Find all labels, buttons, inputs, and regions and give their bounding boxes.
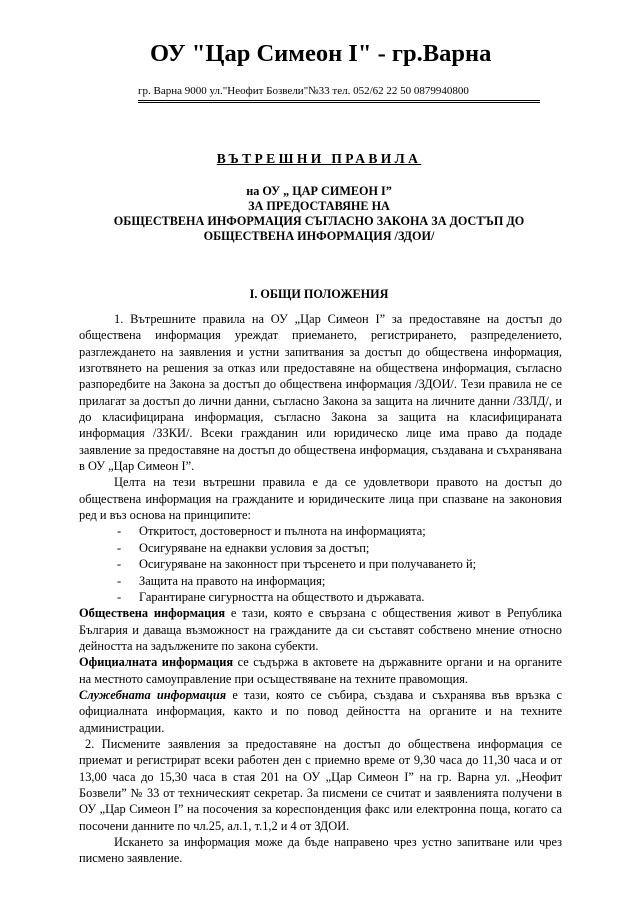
paragraph-1: 1. Вътрешните правила на ОУ „Цар Симеон I” за предоставяне на достъп до обществена информация уреждат приемането, регистрирането, разпределението, разглеждането на заявления и устни запитвания за достъп до обществена информация, изготвянето на решения за отказ или предоставяне на обществена информация, съгласно разпоредбите на Закона за достъп до обществена информация /ЗДОИ/. Тези правила не се прилагат за достъп до лични данни, съгласно Закона за защита на личните данни /ЗЗЛД/, и до класифицирана информация, съгласно Закона за защита на класифицираната информация /ЗЗКИ/. Всеки гражданин или юридическо лице има право да подаде заявление за предоставяне на достъп до обществена информация, създавана и съхранявана в ОУ „Цар Симеон I”. bbox=[79, 312, 562, 474]
definition-public-info: Обществена информация е тази, която е свързана с обществения живот в Република България и даваща възможност на гражданите да си съставят собствено мнение относно дейността на задължените по закона субекти. bbox=[79, 606, 562, 653]
paragraph-4: Искането за информация може да бъде направено чрез устно запитване или чрез писмено заявление. bbox=[79, 835, 562, 866]
school-address: гр. Варна 9000 ул."Неофит Бозвели"№33 тел. 052/62 22 50 0879940800 bbox=[138, 85, 469, 97]
definition-service-info: Служебната информация е тази, която се събира, създава и съхранява във връзка с официалната информация, както и по повод дейността на органите и на техните администрации. bbox=[79, 687, 562, 735]
subtitle-line-2: ЗА ПРЕДОСТАВЯНЕ НА bbox=[248, 199, 390, 213]
definition-official-info: Официалната информация се съдържа в актовете на държавните органи и на органите на местното самоуправление при осъществяване на техните правомощия. bbox=[79, 655, 562, 686]
subtitle-line-4: ОБЩЕСТВЕНА ИНФОРМАЦИЯ /ЗДОИ/ bbox=[203, 229, 435, 243]
section-heading: I. ОБЩИ ПОЛОЖЕНИЯ bbox=[249, 287, 389, 301]
header-rule bbox=[138, 100, 540, 101]
subtitle-line-1: на ОУ „ ЦАР СИМЕОН I” bbox=[246, 184, 392, 198]
document-body bbox=[79, 311, 562, 867]
paragraph-3: 2. Писмените заявления за предоставяне на достъп до обществена информация се приемат и регистрират всеки работен ден с приемно време от 9,30 часа до 11,30 часа и от 13,00 часа до 15,30 часа в стая 201 на ОУ „Цар Симеон I” на гр. Варна ул. „Неофит Бозвели” № 33 от техническият секретар. За писмени се считат и заявленията получени в ОУ „Цар Симеон I” на посочения за кореспонденция факс или електронна поща, когато са посочени данните по чл.25, ал.1, т.1,2 и 4 от ЗДОИ. bbox=[79, 736, 562, 833]
school-name-heading: ОУ "Цар Симеон I" - гр.Варна bbox=[150, 40, 492, 67]
definition-term: Служебната информация bbox=[79, 687, 227, 702]
paragraph-2: Целта на тези вътрешни правила е да се удовлетвори правото на достъп до обществена информация на гражданите и юридическите лица при спазване на законовия ред и въз основа на принципите: bbox=[79, 475, 562, 523]
header-rule-second bbox=[138, 102, 540, 103]
definition-term: Обществена информация bbox=[79, 606, 226, 621]
document-title: ВЪТРЕШНИ ПРАВИЛА bbox=[216, 151, 422, 166]
list-item: - Защита на правото на информация; bbox=[117, 573, 326, 588]
definition-term: Официалната информация bbox=[79, 655, 234, 670]
list-item: - Откритост, достоверност и пълнота на информацията; bbox=[117, 524, 426, 539]
list-item: - Осигуряване на законност при търсенето и при получаването й; bbox=[117, 557, 477, 572]
list-item: - Осигуряване на еднакви условия за достъп; bbox=[117, 540, 370, 555]
list-item: - Гарантиране сигурността на обществото и държавата. bbox=[117, 589, 425, 604]
subtitle-line-3: ОБЩЕСТВЕНА ИНФОРМАЦИЯ СЪГЛАСНО ЗАКОНА ЗА ДОСТЪП ДО bbox=[113, 214, 525, 228]
